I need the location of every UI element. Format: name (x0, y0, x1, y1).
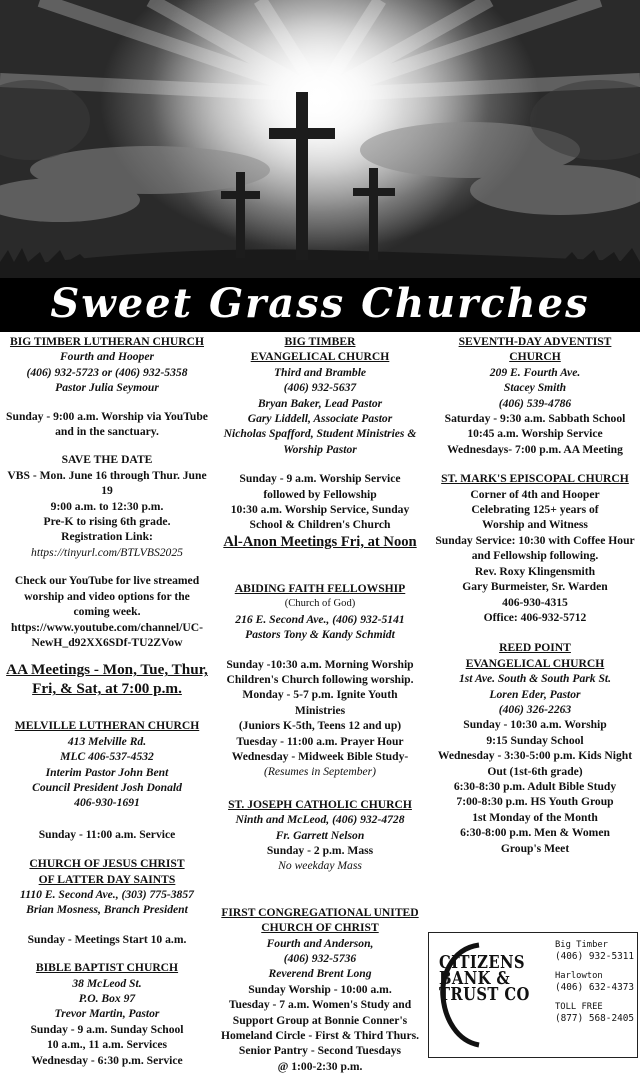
church-pastor: Interim Pastor John Bent (45, 765, 169, 779)
church-address: Third and Bramble (273, 365, 367, 379)
branch-phone: (406) 632-4373 (555, 982, 635, 993)
toll-free-phone: (877) 568-2405 (555, 1013, 635, 1024)
center-cross (296, 92, 308, 260)
branch-location: Harlowton (555, 971, 603, 981)
listing-st-joseph (218, 797, 422, 874)
service-note: (Resumes in September) (263, 765, 377, 779)
church-phone: (406) 326-2263 (498, 702, 572, 716)
church-pastor: Nicholas Spafford, Student Ministries & (223, 427, 417, 441)
service-line: Senior Pantry - Second Tuesdays (238, 1044, 402, 1058)
service-line: and in the sanctuary. (55, 425, 159, 439)
service-line: and Fellowship following. (471, 549, 599, 563)
right-cross (369, 168, 378, 260)
service-line: Celebrating 125+ years of (471, 503, 599, 517)
branch-phone: (406) 932-5311 (555, 951, 635, 962)
church-pastor: Bryan Baker, Lead Pastor (257, 396, 383, 410)
aa-meetings-notice: Fri, & Sat, at 7:00 p.m. (32, 680, 182, 698)
page-title: Sweet Grass Churches (50, 280, 590, 327)
service-line: (Juniors K-5th, Teens 12 and up) (238, 719, 402, 733)
service-line: 6:30-8:00 p.m. Men & Women (460, 826, 610, 840)
service-line: 10 a.m., 11 a.m. Services (46, 1038, 168, 1052)
youtube-link: NewH_d92XX6SDf-TU2ZVow (31, 635, 183, 649)
listing-st-marks-episcopal (432, 471, 638, 625)
church-pastor: Trevor Martin, Pastor (54, 1007, 160, 1021)
listing-reed-point-evangelical (432, 640, 638, 856)
church-phone: Office: 406-932-5712 (483, 610, 587, 624)
service-line: Corner of 4th and Hooper (470, 487, 600, 501)
service-line: Sunday - Meetings Start 10 a.m. (27, 932, 187, 946)
al-anon-notice: Al-Anon Meetings Fri, at Noon (223, 533, 417, 550)
church-title: MELVILLE LUTHERAN CHURCH (14, 719, 200, 733)
bank-name-line: TRUST CO (439, 984, 530, 1005)
service-line: Sunday - 10:30 a.m. Worship (463, 718, 607, 732)
church-address: 1110 E. Second Ave., (303) 775-3857 (20, 887, 194, 901)
listing-latter-day-saints (4, 856, 210, 947)
church-pastor: Fr. Garrett Nelson (275, 828, 365, 842)
youtube-note: coming week. (73, 605, 141, 619)
church-phone: (406) 932-5736 (283, 952, 357, 965)
church-phone: (406) 932-5723 or (406) 932-5358 (26, 365, 188, 379)
service-line: Wednesday - Midweek Bible Study- (231, 749, 409, 763)
church-pastor: Rev. Roxy Klingensmith (474, 564, 596, 578)
listing-big-timber-lutheran (4, 334, 210, 698)
church-pastor: Brian Mosness, Branch President (26, 903, 188, 917)
church-title: CHURCH OF CHRIST (261, 921, 379, 935)
service-line: 10:45 a.m. Worship Service (467, 427, 603, 441)
left-cross (236, 172, 245, 258)
church-address: 209 E. Fourth Ave. (489, 365, 581, 379)
church-address: 413 Melville Rd. (67, 734, 147, 748)
service-line: Saturday - 9:30 a.m. Sabbath School (444, 412, 626, 426)
listing-melville-lutheran (4, 718, 210, 842)
youtube-link: https://www.youtube.com/channel/UC- (11, 620, 203, 634)
service-line: followed by Fellowship (263, 487, 377, 501)
church-pastor: Stacey Smith (503, 381, 567, 395)
church-title: CHURCH (509, 350, 561, 364)
service-line: Out (1st-6th grade) (487, 764, 583, 778)
service-line: Sunday - 9:00 a.m. Worship via YouTube (6, 409, 208, 423)
church-title: OF LATTER DAY SAINTS (38, 872, 176, 886)
church-title: REED POINT (499, 641, 571, 655)
listing-bible-baptist (4, 960, 210, 1068)
citizens-bank-ad (428, 932, 638, 1058)
church-pastor: Loren Eder, Pastor (489, 687, 581, 701)
church-pastor: Reverend Brent Long (268, 967, 372, 981)
column-left (4, 334, 210, 1068)
vbs-grades: Pre-K to rising 6th grade. (43, 515, 171, 529)
church-address: Ninth and McLeod, (406) 932-4728 (235, 813, 405, 827)
column-middle (218, 334, 422, 1074)
bank-logo-text (439, 952, 537, 1005)
service-line: Children's Church following worship. (226, 672, 414, 686)
registration-label: Registration Link: (61, 530, 153, 544)
service-line: Sunday Service: 10:30 with Coffee Hour (435, 533, 635, 547)
church-phone: (406) 539-4786 (498, 396, 572, 410)
listing-abiding-faith (218, 581, 422, 780)
listing-first-congregational (218, 905, 422, 1074)
service-line: 6:30-8:30 p.m. Adult Bible Study (453, 779, 617, 793)
service-line: Homeland Circle - First & Third Thurs. (220, 1029, 420, 1043)
service-line: 7:00-8:30 p.m. HS Youth Group (456, 795, 614, 809)
service-line: School & Children's Church (249, 518, 391, 532)
church-pastor: Pastor Julia Seymour (55, 381, 159, 395)
church-address: 216 E. Second Ave., (406) 932-5141 (235, 612, 405, 626)
church-address: Fourth and Anderson, (266, 936, 374, 950)
service-line: @ 1:00-2:30 p.m. (277, 1059, 363, 1073)
service-line: Wednesday - 6:30 p.m. Service (31, 1053, 183, 1067)
service-line: Wednesdays- 7:00 p.m. AA Meeting (447, 442, 623, 456)
church-title: ST. JOSEPH CATHOLIC CHURCH (228, 797, 412, 811)
service-line: Sunday -10:30 a.m. Morning Worship (226, 657, 414, 671)
church-pastor: Gary Liddell, Associate Pastor (247, 412, 393, 426)
save-the-date-heading: SAVE THE DATE (61, 453, 153, 467)
service-line: Tuesday - 7 a.m. Women's Study and (228, 998, 412, 1012)
listing-big-timber-evangelical (218, 334, 422, 551)
church-contact: Council President Josh Donald (32, 780, 182, 794)
vbs-time: 9:00 a.m. to 12:30 p.m. (50, 499, 164, 513)
church-pastor: Pastors Tony & Kandy Schmidt (245, 628, 395, 642)
service-line: Wednesday - 3:30-5:00 p.m. Kids Night (437, 749, 633, 763)
church-phone: 406-930-4315 (502, 595, 568, 609)
title-banner (0, 278, 640, 332)
service-line: Sunday - 9 a.m. Sunday School (30, 1022, 184, 1036)
church-address: 38 McLeod St. (72, 976, 142, 990)
service-line: Sunday - 9 a.m. Worship Service (239, 472, 401, 486)
church-title: BIBLE BAPTIST CHURCH (35, 961, 179, 975)
listing-seventh-day-adventist (432, 334, 638, 457)
church-title: SEVENTH-DAY ADVENTIST (458, 335, 612, 348)
church-title: BIG TIMBER LUTHERAN CHURCH (9, 335, 204, 348)
hero-image (0, 0, 640, 278)
toll-free-label: TOLL FREE (555, 1002, 603, 1012)
service-line: Sunday - 2 p.m. Mass (266, 843, 374, 857)
service-line: Worship and Witness (482, 518, 588, 532)
service-line: Group's Meet (500, 841, 570, 855)
service-line: Support Group at Bonnie Conner's (232, 1013, 408, 1027)
church-title: ST. MARK'S EPISCOPAL CHURCH (441, 472, 629, 486)
service-line: Monday - 5-7 p.m. Ignite Youth Ministries (242, 688, 398, 717)
service-line: Sunday - 11:00 a.m. Service (38, 827, 176, 841)
service-note: No weekday Mass (278, 859, 362, 873)
church-title: FIRST CONGREGATIONAL UNITED (221, 905, 419, 919)
youtube-note: worship and video options for the (24, 589, 190, 603)
service-line: 1st Monday of the Month (472, 810, 598, 824)
church-title: BIG TIMBER (284, 335, 356, 348)
column-right (432, 334, 638, 856)
branch-location: Big Timber (555, 940, 608, 950)
church-address: Fourth and Hooper (59, 350, 155, 364)
three-crosses-illustration (0, 0, 640, 278)
service-line: Sunday Worship - 10:00 a.m. (248, 982, 392, 996)
service-line: 9:15 Sunday School (486, 733, 584, 747)
church-phone: MLC 406-537-4532 (60, 750, 154, 764)
church-title: EVANGELICAL CHURCH (465, 656, 605, 670)
church-pastor: Worship Pastor (283, 442, 357, 456)
bank-name-line: BANK & (439, 968, 511, 989)
church-title: EVANGELICAL CHURCH (250, 350, 390, 364)
aa-meetings-notice: AA Meetings - Mon, Tue, Thur, (6, 661, 208, 679)
church-address: 1st Ave. South & South Park St. (458, 672, 612, 686)
church-phone: (406) 932-5637 (283, 381, 357, 395)
service-line: 10:30 a.m. Worship Service, Sunday (230, 503, 410, 517)
bank-contact-info (555, 939, 637, 1032)
registration-link: https://tinyurl.com/BTLVBS2025 (31, 545, 183, 559)
church-address: P.O. Box 97 (78, 992, 136, 1005)
service-line: Tuesday - 11:00 a.m. Prayer Hour (236, 734, 404, 748)
vbs-dates: VBS - Mon. June 16 through Thur. June 19 (7, 468, 207, 498)
bank-name-line: CITIZENS (439, 952, 525, 973)
church-title: CHURCH OF JESUS CHRIST (29, 857, 185, 871)
church-title: ABIDING FAITH FELLOWSHIP (234, 581, 406, 595)
youtube-note: Check our YouTube for live streamed (14, 574, 200, 588)
church-phone: 406-930-1691 (74, 796, 140, 810)
church-contact: Gary Burmeister, Sr. Warden (462, 580, 608, 594)
church-subtitle: (Church of God) (284, 598, 356, 610)
